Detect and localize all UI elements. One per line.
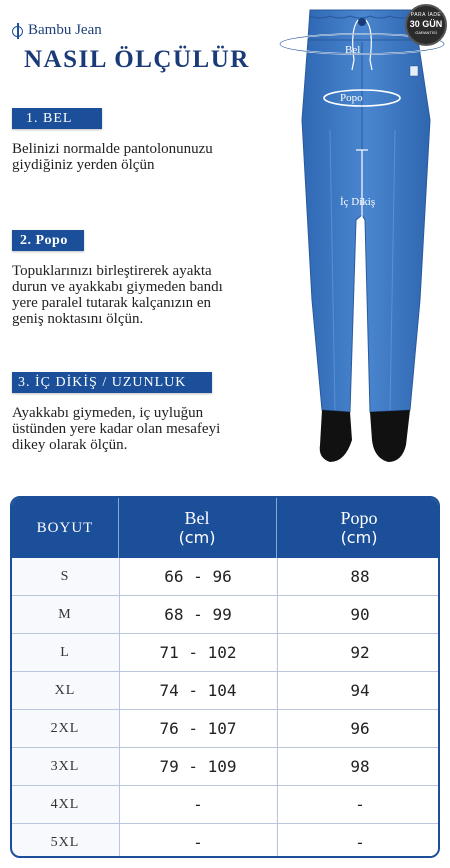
row-size: 2XL: [50, 721, 80, 736]
row-size: M: [58, 607, 72, 622]
section-label-ic-dikis: 3. İÇ DİKİŞ / UZUNLUK: [12, 372, 212, 393]
row-bel: 74 - 104: [120, 672, 276, 710]
table-row: [12, 672, 438, 710]
table-row: [12, 824, 438, 858]
row-popo: 98: [278, 748, 440, 786]
brand-logo-icon: [10, 23, 26, 39]
page-title: NASIL ÖLÇÜLÜR: [24, 46, 250, 73]
header-popo-label: Popo: [340, 508, 378, 528]
table-row: [12, 596, 438, 634]
jeans-illustration: [270, 0, 450, 480]
section-text-bel: Belinizi normalde pantolonunuzu giydiğiniz yerden ölçün: [12, 141, 213, 173]
row-bel: -: [120, 786, 276, 824]
row-size: S: [60, 569, 70, 584]
header-popo: [276, 498, 440, 558]
header-bel: [118, 498, 276, 558]
guarantee-badge: [405, 4, 447, 46]
brand-name: Bambu Jean: [28, 22, 102, 38]
row-popo: 94: [278, 672, 440, 710]
row-popo: 88: [278, 558, 440, 596]
header-size: [12, 498, 118, 558]
header-size-label: BOYUT: [36, 519, 94, 536]
size-table: [10, 496, 440, 858]
row-bel: 66 - 96: [120, 558, 276, 596]
badge-main-text: 30 GÜN: [409, 19, 443, 29]
table-row: [12, 558, 438, 596]
row-size: 4XL: [50, 797, 80, 812]
header-bel-unit: (cm): [178, 528, 216, 547]
row-bel: 79 - 109: [120, 748, 276, 786]
badge-bottom-text: GARANTİSİ: [415, 30, 437, 35]
row-popo: -: [278, 786, 440, 824]
section-text-popo: Topuklarınızı birleştirerek ayakta durun ve ayakkabı giymeden bandı yere paralel tutarak kalçanızın en geniş noktasını ölçün.: [12, 263, 223, 327]
row-popo: 90: [278, 596, 440, 634]
table-row: [12, 786, 438, 824]
row-size: XL: [54, 683, 76, 698]
measure-tag-dikis: İç Dikiş: [340, 196, 376, 208]
row-bel: 71 - 102: [120, 634, 276, 672]
row-size: 3XL: [50, 759, 80, 774]
row-popo: 92: [278, 634, 440, 672]
table-header: [12, 498, 438, 558]
table-row: [12, 634, 438, 672]
row-size: 5XL: [50, 835, 80, 850]
badge-top-text: PARA İADE: [410, 12, 442, 18]
brand-header: [10, 22, 102, 39]
row-bel: 76 - 107: [120, 710, 276, 748]
table-row: [12, 710, 438, 748]
table-row: [12, 748, 438, 786]
section-label-popo: 2. Popo: [12, 230, 84, 251]
measure-tag-bel: Bel: [345, 44, 361, 56]
row-popo: -: [278, 824, 440, 858]
section-label-bel: 1. BEL: [12, 108, 102, 129]
row-bel: -: [120, 824, 276, 858]
row-size: L: [60, 645, 70, 660]
section-text-ic-dikis: Ayakkabı giymeden, iç uyluğun üstünden yere kadar olan mesafeyi dikey olarak ölçün.: [12, 405, 221, 453]
header-popo-unit: (cm): [340, 528, 378, 547]
header-bel-label: Bel: [184, 508, 210, 528]
row-bel: 68 - 99: [120, 596, 276, 634]
measure-tag-popo: Popo: [340, 92, 363, 104]
row-popo: 96: [278, 710, 440, 748]
